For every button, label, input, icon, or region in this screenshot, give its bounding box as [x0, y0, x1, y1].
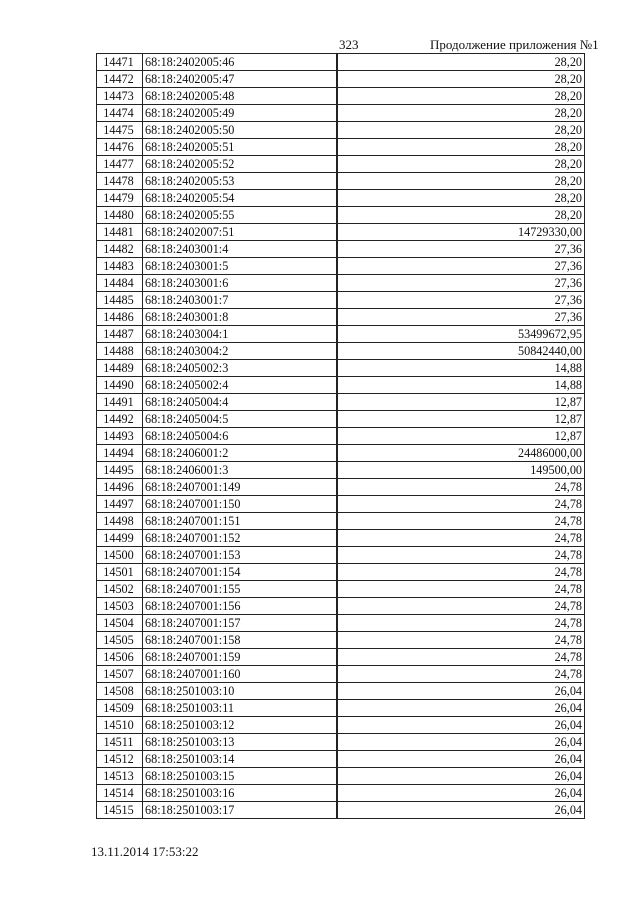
table-row [97, 649, 585, 666]
value-cell: 24,78 [337, 632, 585, 649]
table-row [97, 700, 585, 717]
cadastral-number-cell: 68:18:2403004:1 [143, 326, 337, 343]
row-number-cell: 14479 [97, 190, 143, 207]
cadastral-number-cell: 68:18:2501003:16 [143, 785, 337, 802]
table-row [97, 564, 585, 581]
value-cell: 28,20 [337, 122, 585, 139]
row-number-cell: 14503 [97, 598, 143, 615]
cadastral-number-cell: 68:18:2407001:149 [143, 479, 337, 496]
table-row [97, 224, 585, 241]
value-cell: 26,04 [337, 734, 585, 751]
value-cell: 28,20 [337, 54, 585, 71]
value-cell: 24,78 [337, 615, 585, 632]
table-row [97, 496, 585, 513]
cadastral-number-cell: 68:18:2405004:5 [143, 411, 337, 428]
table-row [97, 598, 585, 615]
row-number-cell: 14505 [97, 632, 143, 649]
footer-timestamp: 13.11.2014 17:53:22 [91, 844, 199, 859]
cadastral-number-cell: 68:18:2403001:8 [143, 309, 337, 326]
table-row [97, 751, 585, 768]
row-number-cell: 14477 [97, 156, 143, 173]
value-cell: 12,87 [337, 394, 585, 411]
cadastral-number-cell: 68:18:2407001:157 [143, 615, 337, 632]
table-row [97, 258, 585, 275]
value-cell: 12,87 [337, 411, 585, 428]
table-row [97, 309, 585, 326]
value-cell: 26,04 [337, 700, 585, 717]
value-cell: 24486000,00 [337, 445, 585, 462]
table-row [97, 785, 585, 802]
value-cell: 28,20 [337, 207, 585, 224]
value-cell: 24,78 [337, 649, 585, 666]
table-row [97, 139, 585, 156]
table-row [97, 207, 585, 224]
row-number-cell: 14489 [97, 360, 143, 377]
table-row [97, 462, 585, 479]
cadastral-number-cell: 68:18:2402005:55 [143, 207, 337, 224]
cadastral-number-cell: 68:18:2405004:6 [143, 428, 337, 445]
row-number-cell: 14500 [97, 547, 143, 564]
row-number-cell: 14511 [97, 734, 143, 751]
row-number-cell: 14492 [97, 411, 143, 428]
value-cell: 24,78 [337, 530, 585, 547]
value-cell: 26,04 [337, 768, 585, 785]
row-number-cell: 14499 [97, 530, 143, 547]
cadastral-number-cell: 68:18:2402007:51 [143, 224, 337, 241]
value-cell: 149500,00 [337, 462, 585, 479]
registry-table [96, 53, 585, 819]
value-cell: 14,88 [337, 360, 585, 377]
row-number-cell: 14512 [97, 751, 143, 768]
cadastral-number-cell: 68:18:2406001:2 [143, 445, 337, 462]
cadastral-number-cell: 68:18:2403001:7 [143, 292, 337, 309]
row-number-cell: 14493 [97, 428, 143, 445]
value-cell: 12,87 [337, 428, 585, 445]
value-cell: 24,78 [337, 564, 585, 581]
cadastral-number-cell: 68:18:2407001:150 [143, 496, 337, 513]
value-cell: 50842440,00 [337, 343, 585, 360]
row-number-cell: 14502 [97, 581, 143, 598]
cadastral-number-cell: 68:18:2402005:51 [143, 139, 337, 156]
page-number: 323 [339, 37, 359, 52]
cadastral-number-cell: 68:18:2402005:49 [143, 105, 337, 122]
appendix-continuation-note: Продолжение приложения №1 [430, 37, 599, 52]
cadastral-number-cell: 68:18:2407001:152 [143, 530, 337, 547]
row-number-cell: 14498 [97, 513, 143, 530]
row-number-cell: 14495 [97, 462, 143, 479]
table-row [97, 734, 585, 751]
row-number-cell: 14481 [97, 224, 143, 241]
cadastral-number-cell: 68:18:2501003:10 [143, 683, 337, 700]
cadastral-number-cell: 68:18:2405004:4 [143, 394, 337, 411]
table-row [97, 88, 585, 105]
cadastral-number-cell: 68:18:2407001:158 [143, 632, 337, 649]
cadastral-number-cell: 68:18:2403001:5 [143, 258, 337, 275]
cadastral-number-cell: 68:18:2403004:2 [143, 343, 337, 360]
value-cell: 27,36 [337, 241, 585, 258]
cadastral-number-cell: 68:18:2501003:11 [143, 700, 337, 717]
row-number-cell: 14471 [97, 54, 143, 71]
row-number-cell: 14486 [97, 309, 143, 326]
value-cell: 26,04 [337, 683, 585, 700]
cadastral-number-cell: 68:18:2405002:3 [143, 360, 337, 377]
cadastral-number-cell: 68:18:2501003:17 [143, 802, 337, 819]
value-cell: 27,36 [337, 258, 585, 275]
row-number-cell: 14483 [97, 258, 143, 275]
row-number-cell: 14484 [97, 275, 143, 292]
value-cell: 24,78 [337, 581, 585, 598]
table-row [97, 173, 585, 190]
cadastral-number-cell: 68:18:2407001:155 [143, 581, 337, 598]
row-number-cell: 14487 [97, 326, 143, 343]
row-number-cell: 14485 [97, 292, 143, 309]
cadastral-number-cell: 68:18:2501003:14 [143, 751, 337, 768]
cadastral-number-cell: 68:18:2501003:15 [143, 768, 337, 785]
value-cell: 28,20 [337, 173, 585, 190]
value-cell: 24,78 [337, 496, 585, 513]
table-row [97, 190, 585, 207]
table-row [97, 156, 585, 173]
row-number-cell: 14494 [97, 445, 143, 462]
row-number-cell: 14507 [97, 666, 143, 683]
table-row [97, 768, 585, 785]
row-number-cell: 14491 [97, 394, 143, 411]
row-number-cell: 14488 [97, 343, 143, 360]
row-number-cell: 14490 [97, 377, 143, 394]
table-row [97, 54, 585, 71]
row-number-cell: 14475 [97, 122, 143, 139]
table-row [97, 411, 585, 428]
table-row [97, 122, 585, 139]
cadastral-number-cell: 68:18:2501003:12 [143, 717, 337, 734]
row-number-cell: 14478 [97, 173, 143, 190]
value-cell: 28,20 [337, 88, 585, 105]
cadastral-number-cell: 68:18:2407001:159 [143, 649, 337, 666]
row-number-cell: 14509 [97, 700, 143, 717]
table-row [97, 530, 585, 547]
cadastral-number-cell: 68:18:2403001:4 [143, 241, 337, 258]
row-number-cell: 14482 [97, 241, 143, 258]
cadastral-number-cell: 68:18:2402005:48 [143, 88, 337, 105]
table-row [97, 105, 585, 122]
row-number-cell: 14496 [97, 479, 143, 496]
table-row [97, 360, 585, 377]
cadastral-number-cell: 68:18:2405002:4 [143, 377, 337, 394]
value-cell: 26,04 [337, 717, 585, 734]
cadastral-number-cell: 68:18:2402005:47 [143, 71, 337, 88]
value-cell: 28,20 [337, 105, 585, 122]
value-cell: 26,04 [337, 751, 585, 768]
cadastral-number-cell: 68:18:2407001:160 [143, 666, 337, 683]
value-cell: 27,36 [337, 309, 585, 326]
value-cell: 24,78 [337, 547, 585, 564]
value-cell: 27,36 [337, 292, 585, 309]
row-number-cell: 14473 [97, 88, 143, 105]
value-cell: 24,78 [337, 513, 585, 530]
cadastral-number-cell: 68:18:2407001:153 [143, 547, 337, 564]
row-number-cell: 14504 [97, 615, 143, 632]
table-row [97, 377, 585, 394]
row-number-cell: 14513 [97, 768, 143, 785]
table-row [97, 241, 585, 258]
table-row [97, 292, 585, 309]
cadastral-number-cell: 68:18:2407001:151 [143, 513, 337, 530]
value-cell: 14729330,00 [337, 224, 585, 241]
row-number-cell: 14514 [97, 785, 143, 802]
row-number-cell: 14497 [97, 496, 143, 513]
cadastral-number-cell: 68:18:2402005:52 [143, 156, 337, 173]
row-number-cell: 14515 [97, 802, 143, 819]
cadastral-number-cell: 68:18:2402005:46 [143, 54, 337, 71]
table-row [97, 513, 585, 530]
table-row [97, 802, 585, 819]
row-number-cell: 14474 [97, 105, 143, 122]
table-row [97, 683, 585, 700]
row-number-cell: 14476 [97, 139, 143, 156]
row-number-cell: 14508 [97, 683, 143, 700]
table-row [97, 615, 585, 632]
value-cell: 26,04 [337, 785, 585, 802]
value-cell: 28,20 [337, 190, 585, 207]
cadastral-number-cell: 68:18:2402005:54 [143, 190, 337, 207]
row-number-cell: 14472 [97, 71, 143, 88]
value-cell: 24,78 [337, 479, 585, 496]
table-row [97, 275, 585, 292]
cadastral-number-cell: 68:18:2406001:3 [143, 462, 337, 479]
value-cell: 53499672,95 [337, 326, 585, 343]
table-row [97, 581, 585, 598]
cadastral-number-cell: 68:18:2402005:50 [143, 122, 337, 139]
row-number-cell: 14480 [97, 207, 143, 224]
table-row [97, 71, 585, 88]
table-row [97, 394, 585, 411]
value-cell: 28,20 [337, 156, 585, 173]
table-row [97, 717, 585, 734]
cadastral-number-cell: 68:18:2407001:156 [143, 598, 337, 615]
value-cell: 27,36 [337, 275, 585, 292]
table-row [97, 445, 585, 462]
registry-table-body [97, 54, 585, 819]
table-row [97, 547, 585, 564]
cadastral-number-cell: 68:18:2402005:53 [143, 173, 337, 190]
value-cell: 28,20 [337, 71, 585, 88]
value-cell: 28,20 [337, 139, 585, 156]
row-number-cell: 14510 [97, 717, 143, 734]
table-row [97, 479, 585, 496]
table-row [97, 326, 585, 343]
table-row [97, 632, 585, 649]
cadastral-number-cell: 68:18:2407001:154 [143, 564, 337, 581]
table-row [97, 343, 585, 360]
value-cell: 24,78 [337, 598, 585, 615]
row-number-cell: 14501 [97, 564, 143, 581]
row-number-cell: 14506 [97, 649, 143, 666]
cadastral-number-cell: 68:18:2403001:6 [143, 275, 337, 292]
value-cell: 24,78 [337, 666, 585, 683]
value-cell: 26,04 [337, 802, 585, 819]
table-row [97, 428, 585, 445]
value-cell: 14,88 [337, 377, 585, 394]
cadastral-number-cell: 68:18:2501003:13 [143, 734, 337, 751]
table-row [97, 666, 585, 683]
